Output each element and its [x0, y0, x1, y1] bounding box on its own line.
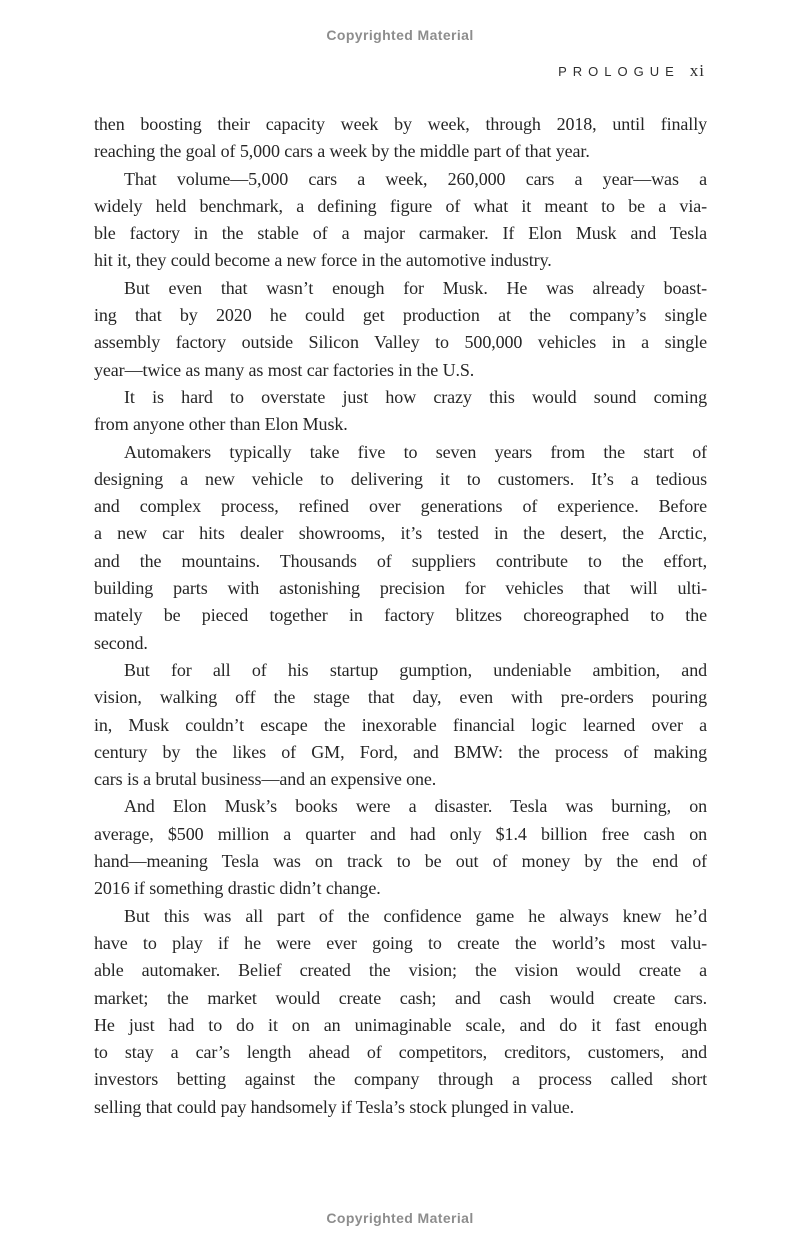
- paragraph: [94, 439, 707, 657]
- text-line: average, $500 million a quarter and had only $1.4 billion free cash on: [94, 823, 707, 844]
- body-text: [94, 111, 707, 1121]
- text-line: reaching the goal of 5,000 cars a week by the middle part of that year.: [94, 141, 590, 162]
- text-line: widely held benchmark, a defining figure of what it meant to be a via-: [94, 195, 707, 216]
- text-line: ble factory in the stable of a major carmaker. If Elon Musk and Tesla: [94, 223, 707, 244]
- page-number: xi: [689, 61, 705, 80]
- paragraph: [94, 111, 707, 166]
- text-line: cars is a brutal business—and an expensive one.: [94, 769, 437, 790]
- text-line: and complex process, refined over generations of experience. Before: [94, 496, 707, 517]
- text-line: He just had to do it on an unimaginable scale, and do it fast enough: [94, 1014, 707, 1035]
- text-line: have to play if he were ever going to create the world’s most valu-: [94, 932, 707, 953]
- text-line: selling that could pay handsomely if Tesla’s stock plunged in value.: [94, 1096, 575, 1117]
- text-line: able automaker. Belief created the vision; the vision would create a: [94, 960, 707, 981]
- text-line: in, Musk couldn’t escape the inexorable financial logic learned over a: [94, 714, 707, 735]
- text-line: That volume—5,000 cars a week, 260,000 cars a year—was a: [124, 168, 707, 189]
- text-line: investors betting against the company through a process called short: [94, 1069, 707, 1090]
- text-line: century by the likes of GM, Ford, and BMW: the process of making: [94, 741, 707, 762]
- text-line: vision, walking off the stage that day, even with pre-orders pouring: [94, 687, 707, 708]
- text-line: and the mountains. Thousands of suppliers contribute to the effort,: [94, 550, 707, 571]
- text-line: hit it, they could become a new force in the automotive industry.: [94, 250, 552, 271]
- paragraph: [94, 166, 707, 275]
- text-line: hand—meaning Tesla was on track to be out of money by the end of: [94, 851, 707, 872]
- text-line: from anyone other than Elon Musk.: [94, 414, 348, 435]
- text-line: to stay a car’s length ahead of competitors, creditors, customers, and: [94, 1042, 707, 1063]
- text-line: second.: [94, 632, 148, 653]
- chapter-title: PROLOGUE: [558, 64, 680, 79]
- paragraph: [94, 657, 707, 793]
- text-line: But for all of his startup gumption, undeniable ambition, and: [124, 659, 707, 680]
- page-header: [558, 61, 705, 81]
- text-line: 2016 if something drastic didn’t change.: [94, 878, 381, 899]
- text-line: mately be pieced together in factory blitzes choreographed to the: [94, 605, 707, 626]
- text-line: ing that by 2020 he could get production at the company’s single: [94, 305, 707, 326]
- paragraph: [94, 903, 707, 1121]
- text-line: Automakers typically take five to seven years from the start of: [124, 441, 707, 462]
- paragraph: [94, 793, 707, 902]
- text-line: assembly factory outside Silicon Valley to 500,000 vehicles in a single: [94, 332, 707, 353]
- text-line: designing a new vehicle to delivering it to customers. It’s a tedious: [94, 468, 707, 489]
- text-line: year—twice as many as most car factories in the U.S.: [94, 359, 475, 380]
- copyright-watermark-bottom: Copyrighted Material: [326, 1210, 474, 1226]
- paragraph: [94, 275, 707, 384]
- text-line: But even that wasn’t enough for Musk. He was already boast-: [124, 277, 707, 298]
- copyright-watermark-top: Copyrighted Material: [326, 27, 474, 43]
- text-line: And Elon Musk’s books were a disaster. Tesla was burning, on: [124, 796, 707, 817]
- text-line: building parts with astonishing precision for vehicles that will ulti-: [94, 578, 707, 599]
- text-line: a new car hits dealer showrooms, it’s tested in the desert, the Arctic,: [94, 523, 707, 544]
- text-line: But this was all part of the confidence game he always knew he’d: [124, 905, 707, 926]
- paragraph: [94, 384, 707, 439]
- text-line: It is hard to overstate just how crazy this would sound coming: [124, 386, 707, 407]
- text-line: then boosting their capacity week by week, through 2018, until finally: [94, 114, 707, 134]
- text-line: market; the market would create cash; and cash would create cars.: [94, 987, 707, 1008]
